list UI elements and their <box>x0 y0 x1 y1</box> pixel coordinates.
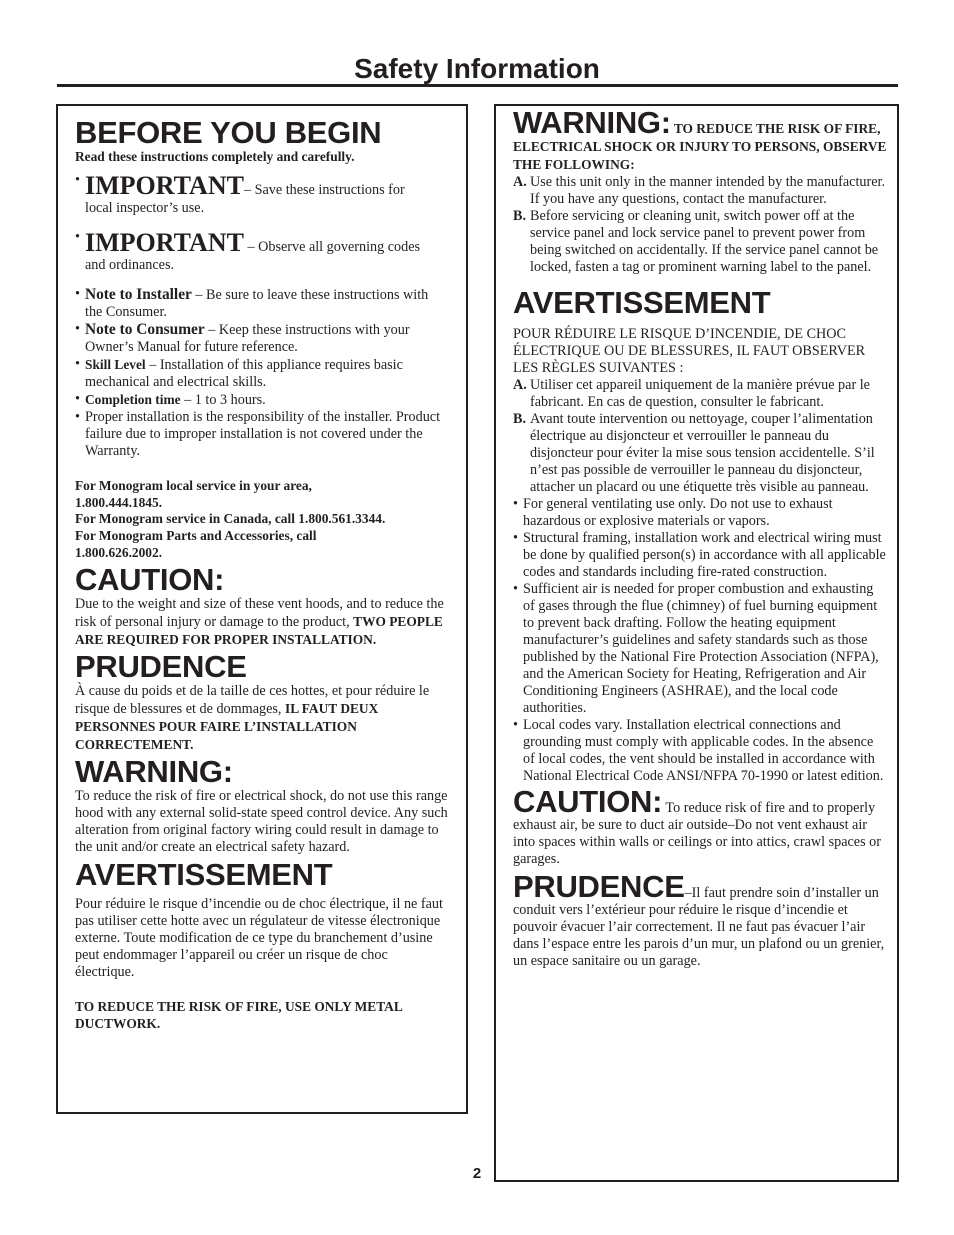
safety-bullets <box>513 496 887 785</box>
bullet-text: – 1 to 3 hours. <box>180 391 266 408</box>
prudence-heading: PRUDENCE <box>75 648 247 684</box>
avertissement-lead: POUR RÉDUIRE LE RISQUE D’INCENDIE, DE CHOC ÉLECTRIQUE OU DE BLESSURES, IL FAUT OBSERVER LES RÈGLES SUIVANTES : <box>513 326 866 376</box>
prudence-heading: PRUDENCE <box>513 869 685 904</box>
installer-notes-list <box>75 286 448 460</box>
avertissement-heading: AVERTISSEMENT <box>75 856 333 892</box>
bullet-label: Note to Installer <box>85 285 192 303</box>
warning-lead <box>513 105 887 174</box>
warning-text: To reduce the risk of fire or electrical shock, do not use this range hood with any external solid-state speed control device. Any such alteration from original factory wiring could result in damage to the unit and/or create an electrical safety hazard. <box>75 787 448 855</box>
caution-heading: CAUTION: <box>513 784 663 819</box>
warning-heading: WARNING: <box>75 753 233 789</box>
right-panel <box>494 104 899 1182</box>
avertissement-item <box>513 411 887 496</box>
bullet-label: Completion time <box>85 391 181 407</box>
note-to-consumer <box>75 321 448 356</box>
caution-text: Due to the weight and size of these vent hoods, and to reduce the risk of personal injury or damage to the product, TWO PEOPLE ARE REQUIRED FOR PROPER INSTALLATION. <box>75 595 444 647</box>
caution-text: To reduce risk of fire and to properly exhaust air, be sure to duct air outside–Do not vent exhaust air into spaces within walls or ceilings or into attics, crawl spaces or garages. <box>513 800 881 867</box>
important-item <box>75 172 448 217</box>
bullet-label: Note to Consumer <box>85 320 205 338</box>
before-you-begin-heading: BEFORE YOU BEGIN <box>75 115 382 150</box>
service-local: For Monogram local service in your area, 1.800.444.1845. <box>75 477 312 510</box>
safety-bullet: • Sufficient air is needed for proper combustion and exhausting of gases through the flue (chimney) of fuel burning equipment to prevent back drafting. Follow the heating equipment manufacturer’s guidelines and safety standards such as those published by the National Fire Protection Association (NFPA), and the American Society for Heating, Refrigeration and Air Conditioning Engineers (ASHRAE), and the local code authorities. <box>513 581 887 717</box>
installation-responsibility <box>75 409 448 460</box>
item-marker: B. <box>513 208 527 224</box>
before-intro: Read these instructions completely and carefully. <box>75 149 355 164</box>
page-number: 2 <box>472 1165 482 1182</box>
page-title: Safety Information <box>354 53 600 84</box>
service-parts: For Monogram Parts and Accessories, call 1.800.626.2002. <box>75 528 317 560</box>
completion-time <box>75 391 448 409</box>
skill-level <box>75 356 448 391</box>
left-panel <box>56 104 468 1114</box>
item-marker: A. <box>513 377 527 393</box>
avertissement-item <box>513 377 887 411</box>
item-text: Avant toute intervention ou nettoyage, couper l’alimentation électrique au disjoncteur et verrouiller le panneau du disjoncteur pour éviter la mise sous tension accidentelle. S’il n’est pas possible de verrouiller le panneau du disjoncteur, attacher un placard ou une étiquette très visible au panneau. <box>530 411 875 495</box>
bullet-label: Skill Level <box>85 356 146 372</box>
item-text: Use this unit only in the manner intended by the manufacturer. If you have any questions, contact the manufacturer. <box>530 174 885 207</box>
warning-item <box>513 208 887 276</box>
warning-block <box>513 105 887 276</box>
important-item <box>75 229 448 274</box>
item-marker: B. <box>513 411 527 427</box>
warning-lead-text: TO REDUCE THE RISK OF FIRE, ELECTRICAL SHOCK OR INJURY TO PERSONS, OBSERVE THE FOLLOWING: <box>513 121 887 172</box>
warning-item <box>513 174 887 208</box>
avertissement-heading: AVERTISSEMENT <box>513 285 771 320</box>
bullet-text: – Keep these instructions with your Owner’s Manual for future reference. <box>85 321 410 355</box>
prudence-block <box>513 869 887 970</box>
caution-block <box>513 784 887 868</box>
warning-list <box>513 174 887 276</box>
bullet-text: – Be sure to leave these instructions with the Consumer. <box>85 286 429 320</box>
caution-heading: CAUTION: <box>75 561 225 597</box>
safety-bullet: • Local codes vary. Installation electrical connections and grounding must comply with applicable codes. In the absence of local codes, the vent should be installed in accordance with National Electrical Code ANSI/NFPA 70-1990 or latest edition. <box>513 717 887 785</box>
prudence-text: –Il faut prendre soin d’installer un conduit vers l’extérieur pour réduire le risque d’incendie et pouvoir évacuer l’air correctement. Il ne faut pas évacuer l’air dans l’espace entre les parois d’un mur, un plafond ou un grenier, un espace sanitaire ou un garage. <box>513 885 885 969</box>
prudence-text: À cause du poids et de la taille de ces hottes, et pour réduire le risque de blessures et de dommages, IL FAUT DEUX PERSONNES POUR FAIRE L’INSTALLATION CORRECTEMENT. <box>75 682 430 752</box>
metal-ductwork-notice: TO REDUCE THE RISK OF FIRE, USE ONLY METAL DUCTWORK. <box>75 998 403 1031</box>
note-to-installer <box>75 286 448 321</box>
safety-bullet: • For general ventilating use only. Do not use to exhaust hazardous or explosive materials or vapors. <box>513 496 887 530</box>
title-divider <box>57 84 898 87</box>
avertissement-text: Pour réduire le risque d’incendie ou de choc électrique, il ne faut pas utiliser cette hotte avec un régulateur de vitesse électronique externe. Toute modification de ce type du branchement d’usine peut endommager l’appareil ou créer un risque de choc électrique. <box>75 895 443 980</box>
bullet-text: Proper installation is the responsibility of the installer. Product failure due to improper installation is not covered under the Warranty. <box>85 408 441 459</box>
important-text: – Save these instructions for local inspector’s use. <box>85 181 405 216</box>
avertissement-list <box>513 377 887 496</box>
important-text: – Observe all governing codes and ordinances. <box>85 238 421 273</box>
bullet-text: – Installation of this appliance requires basic mechanical and electrical skills. <box>85 356 403 390</box>
service-contacts <box>75 478 448 562</box>
service-canada: For Monogram service in Canada, call 1.800.561.3344. <box>75 511 386 527</box>
safety-bullet: • Structural framing, installation work and electrical wiring must be done by qualified person(s) in accordance with all applicable codes and standards including fire-rated construction. <box>513 530 887 581</box>
important-list <box>75 172 448 274</box>
warning-heading: WARNING: <box>513 105 671 140</box>
item-text: Before servicing or cleaning unit, switch power off at the service panel and lock service panel to prevent power from being switched on accidentally. If the service panel cannot be locked, fasten a tag or prominent warning label to the panel. <box>530 208 879 275</box>
item-marker: A. <box>513 174 527 190</box>
item-text: Utiliser cet appareil uniquement de la manière prévue par le fabricant. En cas de question, consulter le fabricant. <box>530 377 870 410</box>
important-label: IMPORTANT <box>85 170 244 200</box>
important-label: IMPORTANT <box>85 227 244 257</box>
